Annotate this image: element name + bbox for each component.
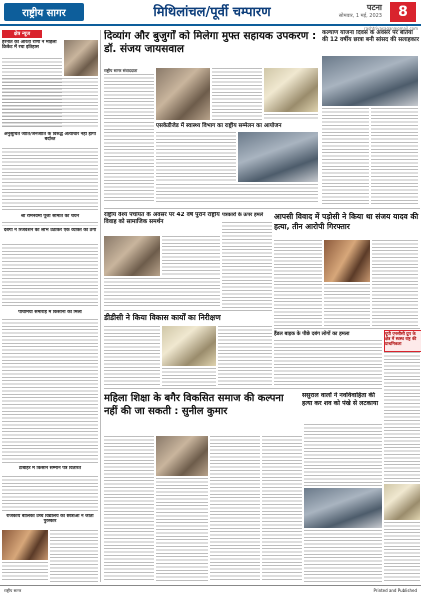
lead-byline: राष्ट्रीय सागर संवाददाता: [104, 68, 138, 73]
section-rule-4: [104, 388, 382, 389]
left-text-3: [2, 222, 98, 226]
center-text-c: [324, 284, 370, 326]
bottom-text-c: [210, 436, 260, 582]
bottom-right-text-a: [304, 424, 382, 486]
strip-text-b: [156, 184, 318, 204]
mid-story1-headline: राष्ट्रीय वैश्य पंचायत के अवसर पर 42 वर्ष पुराने राष्ट्रीय विवाह को सामाजिक समर्थन: [104, 212, 220, 225]
photo-right-box: [384, 484, 420, 520]
right-box-headline: यूपी एनसीसी ग्रुप के क्षेत्र में स्वस्थ राष्ट्र की प्राथमिकता: [384, 330, 421, 352]
lead-text-d: [104, 122, 154, 202]
center-text-b: [372, 240, 418, 326]
left-headline-3: श्री रामनवमी पूजा समिति का चयन: [20, 214, 80, 219]
photo-mid-3: [162, 326, 216, 366]
left-headline-1: हरनौत की आरती राणा ने महिला क्रिकेट में रचा इतिहास: [2, 40, 57, 51]
mid-story3-text-c: [162, 368, 216, 386]
strip-text-a: [156, 132, 236, 182]
bottom-text-d: [262, 436, 302, 582]
left-headline-6: टाबोहर में किसान सम्मान पत्र वितरित: [18, 466, 82, 471]
left-section-label: क्षेत्र न्यूज: [2, 30, 42, 38]
center-headline: आपसी विवाद में पड़ोसी ने किया था संजय यादव की हत्या, तीन आरोपी गिरफ्तार: [274, 212, 419, 231]
center-sub-text: [274, 340, 382, 386]
photo-strip: [238, 132, 318, 182]
lead-text-c: [264, 114, 318, 120]
mid-story3-text-b: [218, 326, 272, 386]
page-number-badge: 8: [390, 2, 416, 22]
mid-story3-headline: डीडीसी ने किया विकास कार्यों का निरीक्षण: [104, 313, 221, 322]
left-text-5: [2, 319, 98, 465]
edition-date: सोमवार, 1 मई, 2023: [338, 13, 382, 19]
mid-story1-text-b: [104, 278, 220, 308]
bottom-text-a: [104, 436, 154, 582]
bottom-headline: महिला शिक्षा के बगैर विकसित समाज की कल्पना नहीं की जा सकती : सुनील कुमार: [104, 393, 284, 417]
photo-lead-2: [264, 68, 318, 112]
left-headline-7: राजकीय बालिका उच्च विद्यालय की छात्राओं ने जीता पुरस्कार: [6, 514, 94, 525]
photo-center: [324, 240, 370, 282]
mid-story3-text-a: [104, 326, 160, 386]
photo-left-2: [2, 530, 48, 560]
photo-bottom-1: [156, 436, 208, 476]
photo-left-1: [64, 40, 98, 76]
right-top-text-a: [322, 108, 369, 204]
bottom-right-text-b: [304, 530, 382, 582]
photo-right-1: [322, 56, 418, 106]
right-box-text-b: [384, 522, 420, 582]
email-line: rashtriyasagar@gmail.com: [364, 26, 418, 31]
footer-left: राष्ट्रीय सागर: [4, 588, 22, 593]
lead-text-a: [104, 74, 154, 120]
left-text-4: [2, 244, 98, 306]
photo-bottom-2: [304, 488, 382, 528]
section-rule-3: [274, 328, 420, 329]
right-top-text-b: [371, 108, 418, 204]
photo-lead-1: [156, 68, 210, 120]
left-text-2: [2, 148, 98, 212]
column-rule: [100, 30, 101, 582]
left-headline-4: दबंगों ने रिजर्वेशन का लाभ उठाकर एक व्यक्ति का ठगा: [3, 228, 97, 233]
footer: [0, 585, 421, 596]
section-rule-1: [104, 208, 420, 209]
mid-story2-headline: पत्रकारों के ऊपर हमले: [222, 212, 263, 218]
bottom-text-b: [156, 478, 208, 582]
left-headline-5: पचिमिया समारोह में किसानों को मिला: [18, 310, 82, 315]
left-text-6: [2, 476, 98, 512]
footer-right: Printed and Published: [373, 588, 417, 593]
section-title: मिथिलांचल/पूर्वी चम्पारण: [153, 5, 271, 20]
right-box-text: [384, 352, 420, 482]
lead-headline: दिव्यांग और बुजुर्गों को मिलेगा मुफ्त सहायक उपकरण : डॉ. संजय जायसवाल: [104, 30, 317, 55]
center-text-a: [274, 240, 322, 326]
left-text-7: [50, 530, 98, 582]
lead-text-b: [212, 68, 262, 120]
bottom-right-headline: ससुराल वालों ने नवविवाहिता की हत्या कर शव को पंखे से लटकाया: [302, 392, 379, 407]
left-text-1b: [2, 78, 98, 128]
mid-story2-text: [222, 222, 272, 308]
right-top-headline: कल्याण योजना दिवस के अवसर पर बेतिया की 12 वर्षीय छात्रा बनी सांसद की सलाहकार: [322, 30, 420, 43]
strip-headline: एसकेडीजेड में स्वास्थ्य विभाग का राष्ट्रीय सम्मेलन का आयोजन: [156, 123, 282, 129]
center-sub-headline: हैंडल बाइक के पीछे दबंग लोगों का हमला: [274, 331, 350, 337]
edition-city: पटना: [366, 3, 382, 12]
mid-story1-text-a: [162, 236, 220, 276]
brand-logo: राष्ट्रीय सागर: [4, 3, 84, 21]
left-text-7b: [2, 562, 48, 582]
left-headline-2: अनुसूचित जाति/जनजाति के विरुद्ध अत्याचार नहीं होगा बर्दाश्त: [4, 132, 96, 143]
section-rule-2: [104, 310, 272, 311]
photo-mid-1: [104, 236, 160, 276]
